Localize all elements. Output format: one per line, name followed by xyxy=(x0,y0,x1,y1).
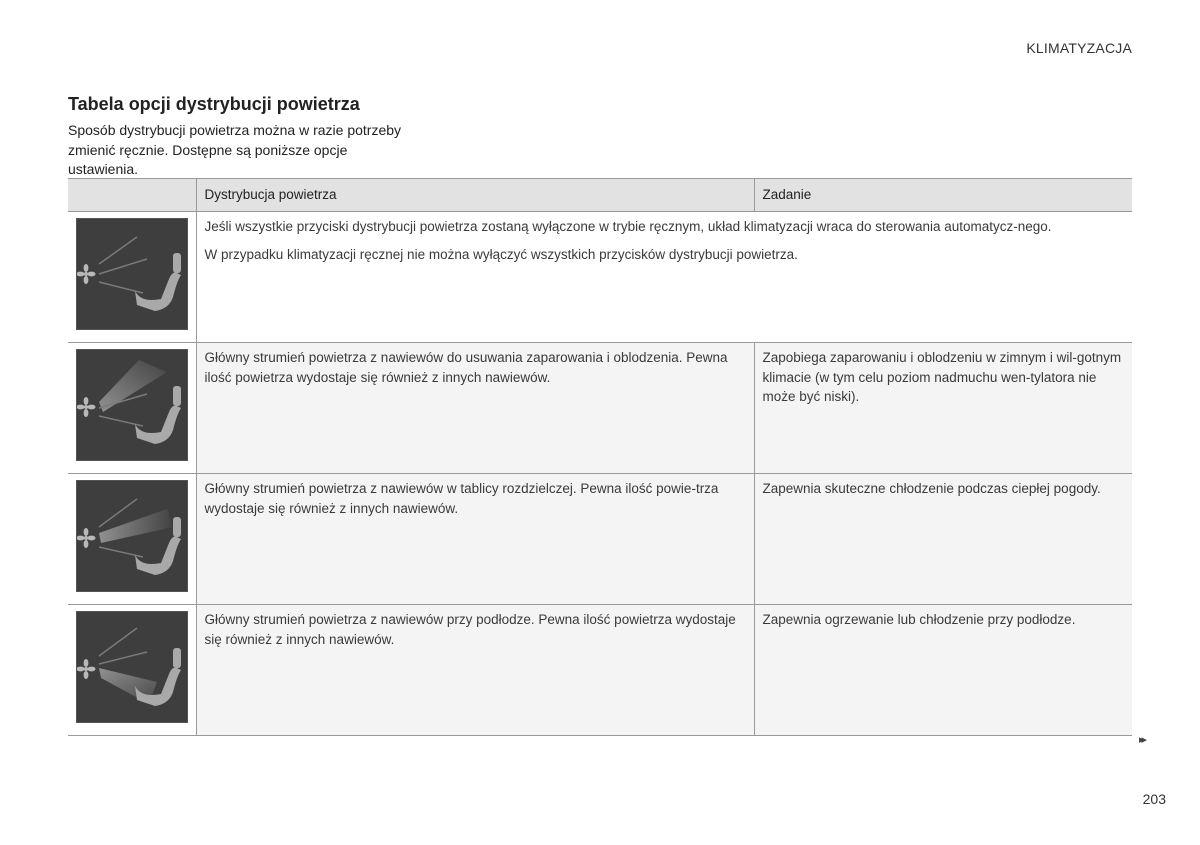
table-row xyxy=(68,212,1132,343)
fan-seat-defrost-airflow-icon xyxy=(76,349,188,461)
table-row xyxy=(68,343,1132,474)
fan-seat-dashboard-airflow-icon xyxy=(76,480,188,592)
task-text-cell xyxy=(754,474,1132,605)
air-distribution-table xyxy=(68,178,1132,736)
table-row xyxy=(68,474,1132,605)
task-text-cell xyxy=(754,605,1132,736)
distribution-text-cell xyxy=(196,343,754,474)
task-text: Zapewnia skuteczne chłodzenie podczas ciepłej pogody. xyxy=(762,481,1101,496)
icon-cell xyxy=(68,474,196,605)
fan-seat-floor-airflow-icon xyxy=(76,611,188,723)
distribution-text-cell xyxy=(196,212,1132,343)
distribution-text-cell xyxy=(196,605,754,736)
distribution-text: Główny strumień powietrza z nawiewów w tablicy rozdzielczej. Pewna ilość powie-trza wydostaje się również z innych nawiewów. xyxy=(204,481,719,516)
column-header-task: Zadanie xyxy=(754,179,1132,212)
icon-cell xyxy=(68,212,196,343)
icon-cell xyxy=(68,343,196,474)
task-text-cell xyxy=(754,343,1132,474)
distribution-text-cell xyxy=(196,474,754,605)
column-header-distribution: Dystrybucja powietrza xyxy=(196,179,754,212)
table-header-row xyxy=(68,179,1132,212)
task-text: Zapewnia ogrzewanie lub chłodzenie przy podłodze. xyxy=(762,612,1076,627)
table-row xyxy=(68,605,1132,736)
task-text: Zapobiega zaparowaniu i oblodzeniu w zimnym i wil-gotnym klimacie (w tym celu poziom nadmuchu wen-tylatora nie może być niski). xyxy=(762,350,1122,404)
fan-seat-all-vents-off-icon xyxy=(76,218,188,330)
section-header: KLIMATYZACJA xyxy=(1026,40,1132,56)
distribution-text: Główny strumień powietrza z nawiewów do usuwania zaparowania i oblodzenia. Pewna ilość powietrza wydostaje się również z innych nawiewów. xyxy=(204,350,728,385)
distribution-text: Główny strumień powietrza z nawiewów przy podłodze. Pewna ilość powietrza wydostaje się również z innych nawiewów. xyxy=(204,612,736,647)
icon-cell xyxy=(68,605,196,736)
continue-arrows-icon: ▸▸ xyxy=(1138,734,1144,746)
page-title: Tabela opcji dystrybucji powietrza xyxy=(68,94,360,114)
distribution-note: W przypadku klimatyzacji ręcznej nie można wyłączyć wszystkich przycisków dystrybucji powietrza. xyxy=(204,246,798,262)
distribution-text: Jeśli wszystkie przyciski dystrybucji powietrza zostaną wyłączone w trybie ręcznym, układ klimatyzacji wraca do sterowania automatycz-nego. xyxy=(204,219,1052,234)
intro-paragraph: Sposób dystrybucji powietrza można w razie potrzeby zmienić ręcznie. Dostępne są poniższe opcje ustawienia. xyxy=(68,122,402,177)
page-number: 203 xyxy=(1142,791,1166,807)
column-header-icon xyxy=(68,179,196,212)
